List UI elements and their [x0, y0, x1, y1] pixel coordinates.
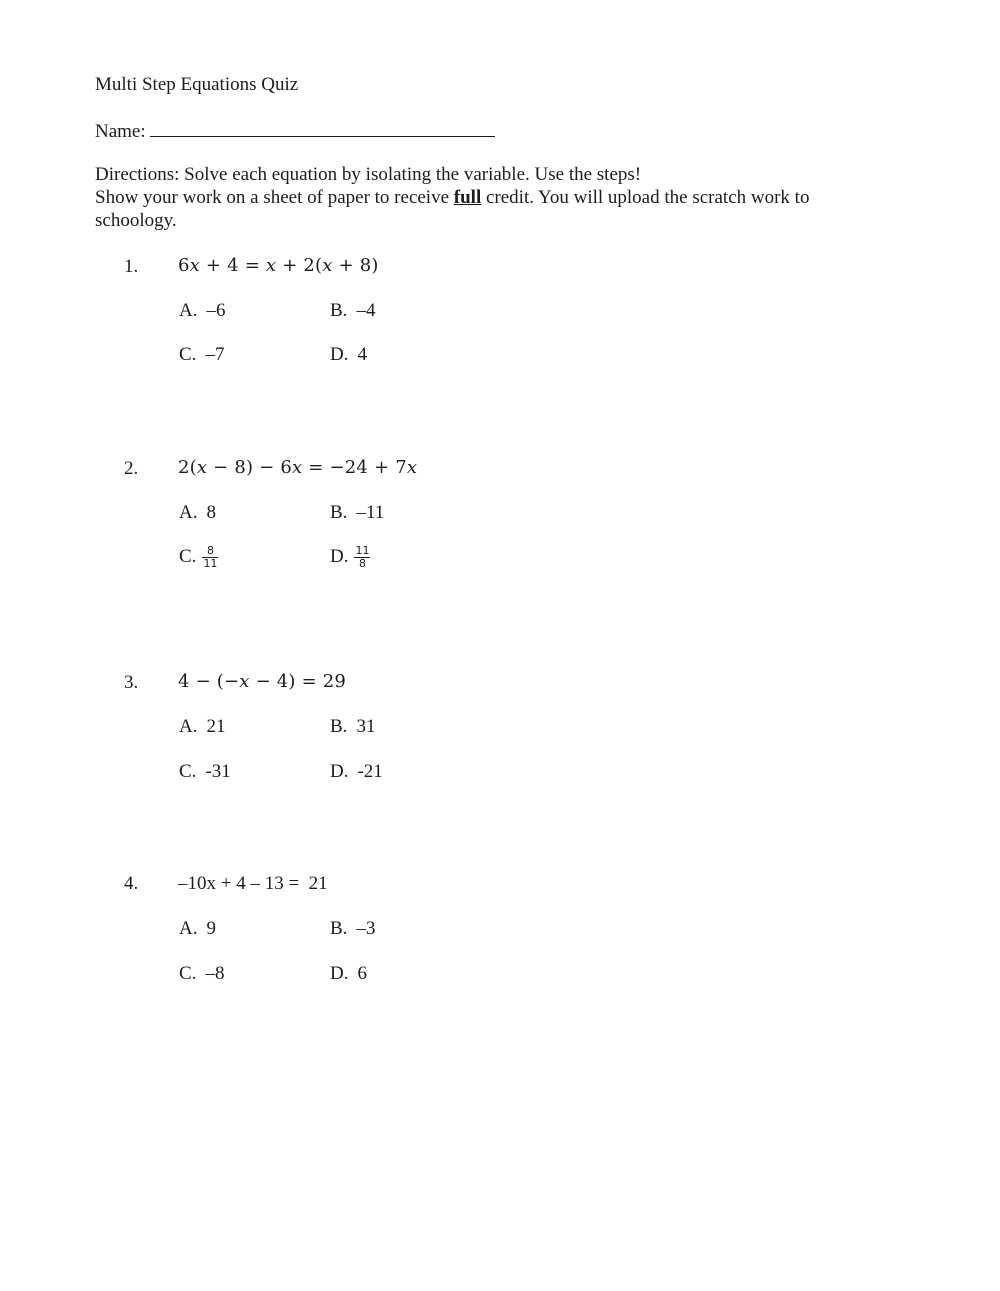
option-letter: A.	[179, 918, 198, 939]
question-equation: 2(x − 8) − 6x = −24 + 7x	[178, 457, 418, 478]
option-value: –4	[356, 300, 376, 321]
question-number: 4.	[124, 873, 139, 894]
option-letter: C.	[179, 761, 197, 782]
fraction-numerator: 8	[202, 545, 218, 558]
option-letter: D.	[330, 344, 349, 365]
directions-line-1: Directions: Solve each equation by isolating the variable. Use the steps!	[95, 164, 642, 185]
option-a[interactable]	[179, 502, 216, 524]
question-number: 2.	[124, 458, 139, 479]
option-letter: A.	[179, 300, 198, 321]
question-number: 1.	[124, 256, 139, 277]
option-d[interactable]	[330, 545, 370, 570]
question-equation: 6x + 4 = x + 2(x + 8)	[178, 255, 379, 276]
directions	[95, 163, 855, 232]
option-value: –6	[206, 300, 226, 321]
directions-line-2a: Show your work on a sheet of paper to receive	[95, 187, 454, 208]
option-letter: B.	[330, 716, 348, 737]
option-value: –8	[205, 963, 225, 984]
option-d[interactable]	[330, 963, 367, 985]
option-fraction	[202, 545, 218, 570]
option-b[interactable]	[330, 502, 384, 524]
option-letter: D.	[330, 545, 349, 567]
option-letter: A.	[179, 502, 198, 523]
page-title: Multi Step Equations Quiz	[95, 74, 299, 95]
option-letter: A.	[179, 716, 198, 737]
option-value: 4	[357, 344, 367, 365]
option-c[interactable]	[179, 344, 224, 366]
question-equation: 4 − (−x − 4) = 29	[178, 671, 347, 692]
option-a[interactable]	[179, 716, 225, 738]
option-letter: C.	[179, 344, 197, 365]
option-letter: D.	[330, 963, 349, 984]
option-value: 6	[357, 963, 367, 984]
option-letter: B.	[330, 502, 348, 523]
option-b[interactable]	[330, 300, 375, 322]
name-blank-line[interactable]	[150, 118, 495, 137]
question-equation: –10x + 4 – 13 = 21	[178, 873, 328, 894]
option-value: -31	[205, 761, 231, 782]
option-letter: B.	[330, 918, 348, 939]
option-value: 9	[206, 918, 216, 939]
option-value: -21	[357, 761, 383, 782]
name-label: Name:	[95, 121, 146, 142]
directions-emphasis: full	[453, 187, 482, 208]
option-d[interactable]	[330, 344, 367, 366]
option-value: –3	[356, 918, 376, 939]
option-value: 21	[206, 716, 226, 737]
option-d[interactable]	[330, 761, 383, 783]
option-a[interactable]	[179, 300, 225, 322]
option-letter: C.	[179, 545, 197, 567]
name-field	[95, 118, 495, 143]
directions-line-2b: credit. You will upload the scratch work to schoology.	[95, 187, 810, 231]
question-number: 3.	[124, 672, 139, 693]
fraction-numerator: 11	[355, 544, 370, 557]
option-value: 8	[206, 502, 216, 523]
option-c[interactable]	[179, 761, 231, 783]
option-c[interactable]	[179, 545, 218, 570]
option-b[interactable]	[330, 716, 375, 738]
option-c[interactable]	[179, 963, 224, 985]
fraction-denominator: 8	[358, 557, 366, 570]
option-letter: C.	[179, 963, 197, 984]
option-a[interactable]	[179, 918, 216, 940]
option-b[interactable]	[330, 918, 375, 940]
option-value: –11	[356, 502, 385, 523]
option-value: 31	[356, 716, 376, 737]
option-value: –7	[205, 344, 225, 365]
option-fraction	[354, 545, 370, 570]
option-letter: D.	[330, 761, 349, 782]
option-letter: B.	[330, 300, 348, 321]
fraction-denominator: 11	[203, 557, 218, 570]
